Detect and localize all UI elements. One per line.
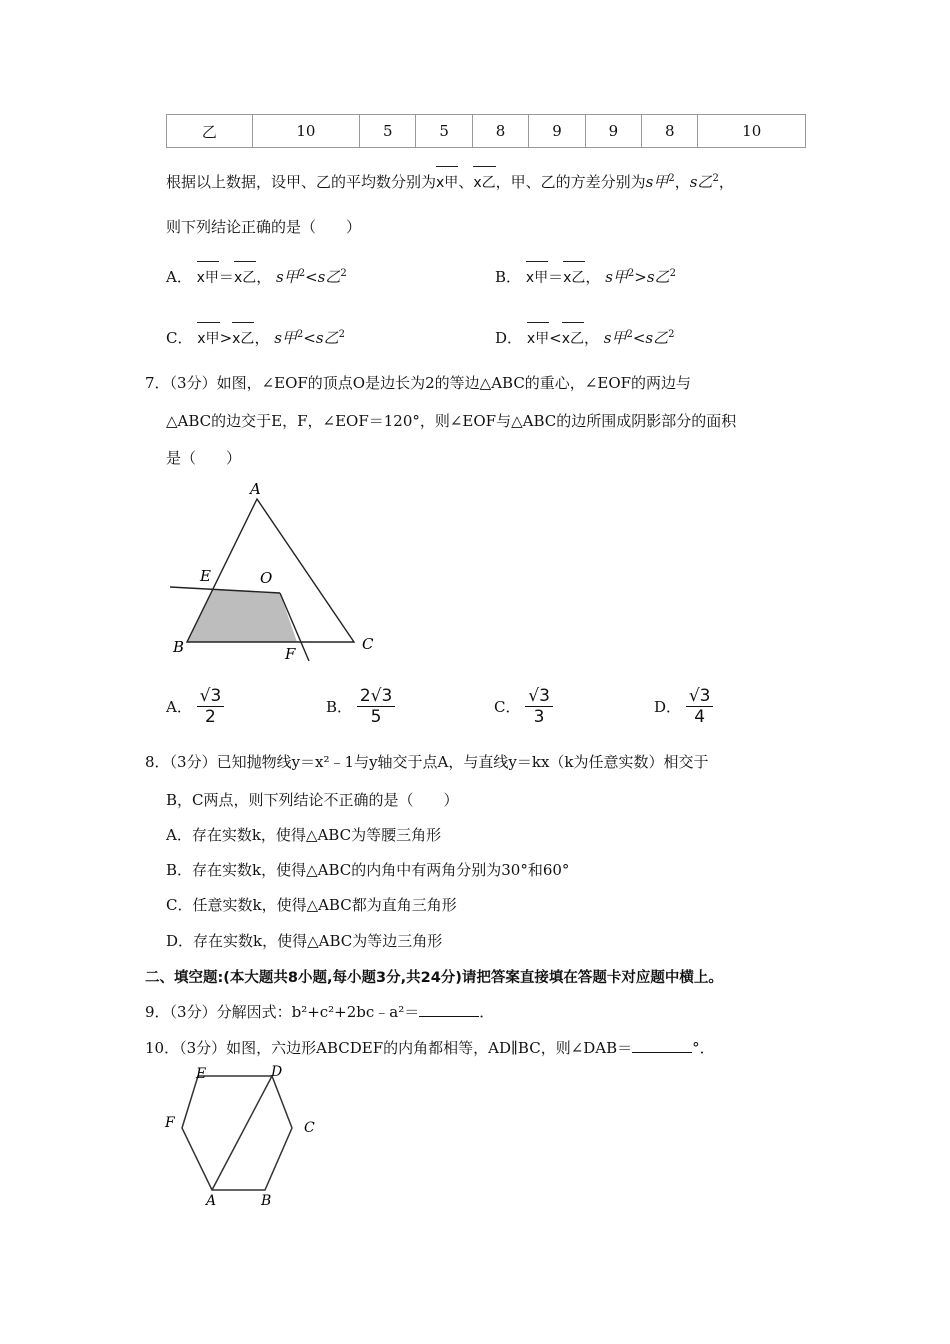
q7-line2: △ABC的边交于E，F，∠EOF＝120°，则∠EOF与△ABC的边所围成阴影部分的面积 [166, 412, 737, 430]
label-b: B [173, 638, 185, 656]
answer-blank[interactable] [632, 1038, 692, 1053]
q8-option-c[interactable]: C．任意实数k，使得△ABC都为直角三角形 [166, 896, 457, 914]
table-cell: 10 [252, 115, 359, 148]
mean-jia: x甲 [436, 170, 458, 192]
label-e: E [200, 567, 211, 585]
label-a: A [206, 1193, 217, 1209]
q6-line1: 根据以上数据，设甲、乙的平均数分别为x甲、x乙，甲、乙的方差分别为s甲$^2$，s乙$^2$， [166, 170, 734, 192]
score-table [166, 114, 806, 148]
label-e: E [196, 1066, 207, 1082]
mean-yi: x乙 [473, 170, 495, 192]
q6-option-c[interactable]: C． x甲>x乙， s甲$^2$<s乙$^2$ [166, 326, 345, 348]
q7-option-b[interactable]: B． $\frac{2√3}{5}$ [326, 686, 395, 727]
row-label: 乙 [167, 115, 253, 148]
q10: 10．（3分）如图，六边形ABCDEF的内角都相等，AD∥BC，则∠DAB＝ °． [145, 1039, 715, 1057]
segment-ad [212, 1076, 272, 1190]
table-row [167, 115, 806, 148]
section-heading: 二、填空题:(本大题共8小题,每小题3分,共24分)请把答案直接填在答题卡对应题中横上。 [145, 970, 723, 986]
variance-yi: s乙 [689, 173, 713, 191]
q7-option-a[interactable]: A． $\frac{√3}{2}$ [166, 686, 224, 727]
table-cell: 9 [529, 115, 585, 148]
label-b: B [261, 1193, 272, 1209]
label-f: F [285, 645, 296, 663]
table-cell: 10 [698, 115, 806, 148]
q9: 9．（3分）分解因式：b²+c²+2bc﹣a²＝ ． [145, 1003, 495, 1021]
q7-option-d[interactable]: D． $\frac{√3}{4}$ [654, 686, 713, 727]
table-cell: 5 [360, 115, 416, 148]
answer-blank[interactable] [419, 1002, 479, 1017]
q7-option-c[interactable]: C． $\frac{√3}{3}$ [494, 686, 553, 727]
q8-line2: B，C两点，则下列结论不正确的是（ ） [166, 791, 459, 809]
q8-line1: 8．（3分）已知抛物线y＝x²﹣1与y轴交于点A，与直线y＝kx（k为任意实数）相交于 [145, 753, 709, 771]
q8-option-b[interactable]: B．存在实数k，使得△ABC的内角中有两角分别为30°和60° [166, 861, 570, 879]
table-cell: 8 [642, 115, 698, 148]
label-a: A [250, 480, 261, 498]
q6-option-a[interactable]: A． x甲＝x乙， s甲$^2$<s乙$^2$ [166, 265, 347, 287]
shaded-region [187, 590, 297, 642]
q7-line1: 7．（3分）如图，∠EOF的顶点O是边长为2的等边△ABC的重心，∠EOF的两边与 [145, 374, 692, 392]
q6-option-d[interactable]: D． x甲<x乙， s甲$^2$<s乙$^2$ [495, 326, 675, 348]
label-c: C [362, 635, 374, 653]
q10-hexagon-figure [160, 1060, 330, 1212]
label-d: D [271, 1064, 283, 1080]
label-f: F [165, 1115, 175, 1131]
q7-line3: 是（ ） [166, 449, 242, 467]
hexagon-abcdef [182, 1076, 292, 1190]
variance-jia: s甲 [645, 173, 669, 191]
q8-option-d[interactable]: D．存在实数k，使得△ABC为等边三角形 [166, 932, 443, 950]
q7-triangle-figure [160, 475, 390, 670]
table-cell: 5 [416, 115, 472, 148]
q8-option-a[interactable]: A．存在实数k，使得△ABC为等腰三角形 [166, 826, 442, 844]
label-o: O [260, 569, 273, 587]
table-cell: 8 [472, 115, 528, 148]
label-c: C [304, 1120, 315, 1136]
q6-line2: 则下列结论正确的是（ ） [166, 218, 362, 236]
table-cell: 9 [585, 115, 641, 148]
q6-option-b[interactable]: B． x甲＝x乙， s甲$^2$>s乙$^2$ [495, 265, 676, 287]
